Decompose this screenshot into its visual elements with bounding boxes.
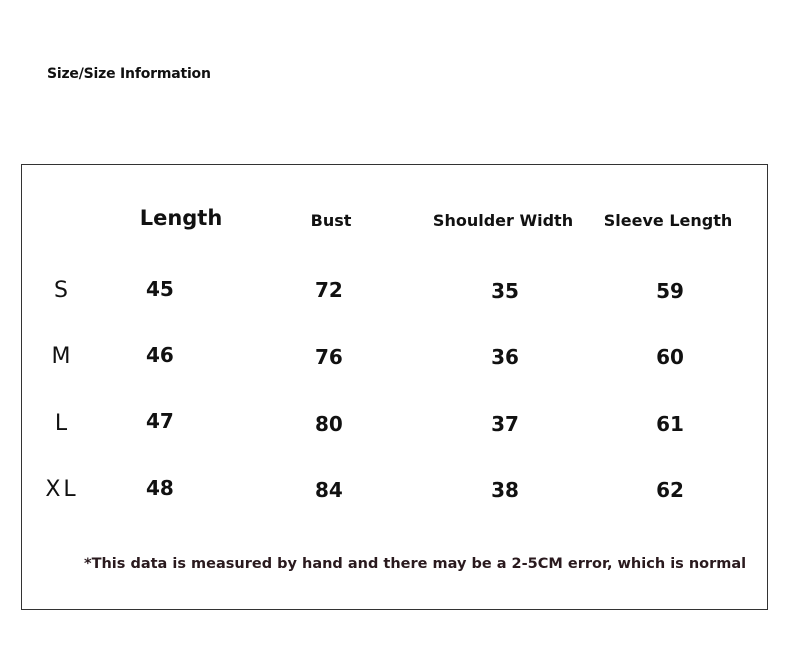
row-s-sleeve: 59: [656, 279, 684, 303]
row-xl-shoulder: 38: [491, 478, 519, 502]
size-label-l: L: [54, 411, 68, 436]
header-shoulder-width: Shoulder Width: [432, 211, 574, 230]
row-l-shoulder: 37: [491, 412, 519, 436]
size-label-m: M: [51, 344, 71, 369]
row-xl-bust: 84: [315, 478, 343, 502]
size-label-xl: XL: [45, 477, 79, 502]
size-chart-table: [21, 164, 768, 610]
row-l-length: 47: [146, 409, 174, 433]
row-s-shoulder: 35: [491, 279, 519, 303]
row-l-bust: 80: [315, 412, 343, 436]
row-xl-length: 48: [146, 476, 174, 500]
size-label-s: S: [54, 278, 68, 303]
row-s-length: 45: [146, 277, 174, 301]
row-m-sleeve: 60: [656, 345, 684, 369]
measurement-note: *This data is measured by hand and there may be a 2-5CM error, which is normal: [84, 556, 747, 572]
row-m-length: 46: [146, 343, 174, 367]
row-l-sleeve: 61: [656, 412, 684, 436]
row-m-bust: 76: [315, 345, 343, 369]
row-s-bust: 72: [315, 278, 343, 302]
row-m-shoulder: 36: [491, 345, 519, 369]
row-xl-sleeve: 62: [656, 478, 684, 502]
page-title: Size/Size Information: [47, 66, 211, 82]
header-bust: Bust: [310, 211, 352, 230]
header-length: Length: [139, 206, 223, 230]
header-sleeve-length: Sleeve Length: [603, 211, 733, 230]
